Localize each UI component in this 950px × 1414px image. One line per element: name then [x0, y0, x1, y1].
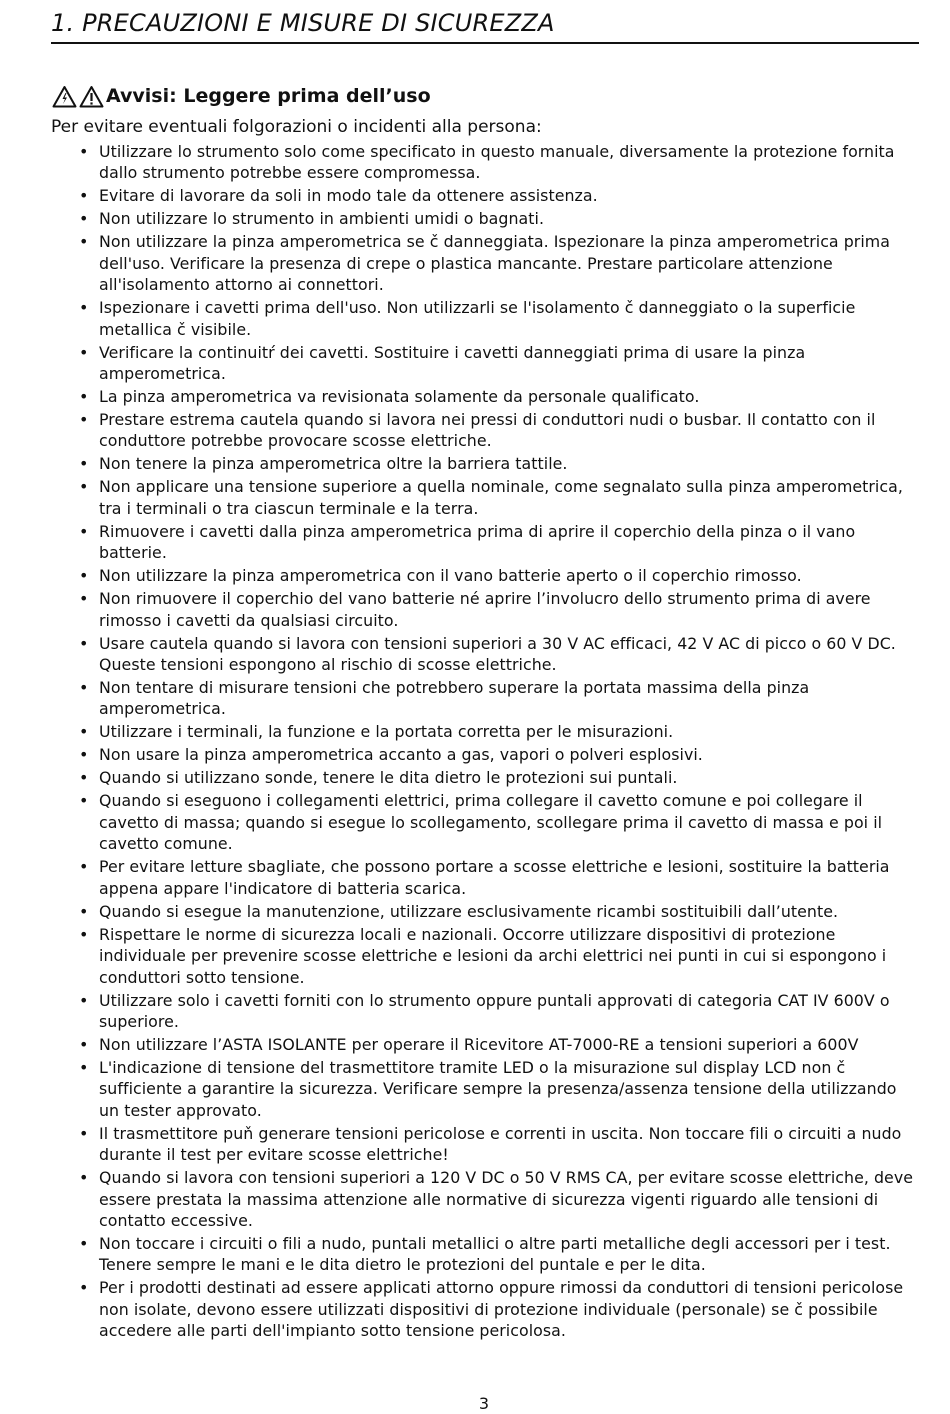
- list-item: • Ispezionare i cavetti prima dell'uso. Non utilizzarli se l'isolamento č danneggiato o la superficie metallica č visibile.: [51, 297, 919, 340]
- list-item: • Quando si esegue la manutenzione, utilizzare esclusivamente ricambi sostituibili dall’utente.: [51, 901, 919, 922]
- list-item: • Per i prodotti destinati ad essere applicati attorno oppure rimossi da conduttori di tensioni pericolose non isolate, devono essere utilizzati dispositivi di protezione individuale (personale) se č possibile accedere alle parti dell'impianto sotto tensione pericolosa.: [51, 1277, 919, 1341]
- list-item: • Utilizzare i terminali, la funzione e la portata corretta per le misurazioni.: [51, 721, 919, 742]
- intro-text: Per evitare eventuali folgorazioni o incidenti alla persona:: [51, 117, 542, 137]
- list-item: • Verificare la continuitŕ dei cavetti. Sostituire i cavetti danneggiati prima di usare la pinza amperometrica.: [51, 342, 919, 385]
- title-underline: [51, 42, 919, 44]
- list-item: • Usare cautela quando si lavora con tensioni superiori a 30 V AC efficaci, 42 V AC di picco o 60 V DC. Queste tensioni espongono al rischio di scosse elettriche.: [51, 633, 919, 676]
- list-item: • Non utilizzare l’ASTA ISOLANTE per operare il Ricevitore AT-7000-RE a tensioni superiori a 600V: [51, 1034, 919, 1055]
- warning-triangle-icon: [79, 85, 104, 108]
- list-item: • Quando si lavora con tensioni superiori a 120 V DC o 50 V RMS CA, per evitare scosse elettriche, deve essere prestata la massima attenzione alle normative di sicurezza vigenti riguardo alle tensioni di contatto eccessive.: [51, 1167, 919, 1231]
- list-item: • Rimuovere i cavetti dalla pinza amperometrica prima di aprire il coperchio della pinza o il vano batterie.: [51, 521, 919, 564]
- list-item: • Non tentare di misurare tensioni che potrebbero superare la portata massima della pinza amperometrica.: [51, 677, 919, 720]
- warning-heading: [52, 82, 431, 110]
- list-item: • Il trasmettitore puň generare tensioni pericolose e correnti in uscita. Non toccare fili o circuiti a nudo durante il test per evitare scosse elettriche!: [51, 1123, 919, 1166]
- list-item: • Quando si eseguono i collegamenti elettrici, prima collegare il cavetto comune e poi collegare il cavetto di massa; quando si esegue lo scollegamento, scollegare prima il cavetto di massa e poi il cavetto comune.: [51, 790, 919, 854]
- list-item: • Non utilizzare lo strumento in ambienti umidi o bagnati.: [51, 208, 919, 229]
- section-title: 1. PRECAUZIONI E MISURE DI SICUREZZA: [51, 9, 555, 37]
- list-item: • Non utilizzare la pinza amperometrica se č danneggiata. Ispezionare la pinza amperometrica prima dell'uso. Verificare la presenza di crepe o plastica mancante. Prestare particolare attenzione all'isolamento attorno ai connettori.: [51, 231, 919, 295]
- list-item: • Non toccare i circuiti o fili a nudo, puntali metallici o altre parti metalliche degli accessori per i test. Tenere sempre le mani e le dita dietro le protezioni del puntale e per le dita.: [51, 1233, 919, 1276]
- list-item: • Utilizzare solo i cavetti forniti con lo strumento oppure puntali approvati di categoria CAT IV 600V o superiore.: [51, 990, 919, 1033]
- safety-list: [51, 141, 919, 1343]
- list-item: • Non utilizzare la pinza amperometrica con il vano batterie aperto o il coperchio rimosso.: [51, 565, 919, 586]
- warning-heading-text: Avvisi: Leggere prima dell’uso: [106, 85, 431, 107]
- list-item: • Non usare la pinza amperometrica accanto a gas, vapori o polveri esplosivi.: [51, 744, 919, 765]
- list-item: • Prestare estrema cautela quando si lavora nei pressi di conduttori nudi o busbar. Il contatto con il conduttore potrebbe provocare scosse elettriche.: [51, 409, 919, 452]
- list-item: • Evitare di lavorare da soli in modo tale da ottenere assistenza.: [51, 185, 919, 206]
- warning-triangle-icon: [52, 85, 77, 108]
- list-item: • Non tenere la pinza amperometrica oltre la barriera tattile.: [51, 453, 919, 474]
- list-item: • Utilizzare lo strumento solo come specificato in questo manuale, diversamente la protezione fornita dallo strumento potrebbe essere compromessa.: [51, 141, 919, 184]
- list-item: • Non applicare una tensione superiore a quella nominale, come segnalato sulla pinza amperometrica, tra i terminali o tra ciascun terminale e la terra.: [51, 476, 919, 519]
- list-item: • Per evitare letture sbagliate, che possono portare a scosse elettriche e lesioni, sostituire la batteria appena appare l'indicatore di batteria scarica.: [51, 856, 919, 899]
- list-item: • Quando si utilizzano sonde, tenere le dita dietro le protezioni sui puntali.: [51, 767, 919, 788]
- list-item: • L'indicazione di tensione del trasmettitore tramite LED o la misurazione sul display LCD non č sufficiente a garantire la sicurezza. Verificare sempre la presenza/assenza tensione della utilizzando un tester approvato.: [51, 1057, 919, 1121]
- list-item: • Rispettare le norme di sicurezza locali e nazionali. Occorre utilizzare dispositivi di protezione individuale per prevenire scosse elettriche e lesioni da archi elettrici nei punti in cui si espongono i conduttori sotto tensione.: [51, 924, 919, 988]
- list-item: • La pinza amperometrica va revisionata solamente da personale qualificato.: [51, 386, 919, 407]
- list-item: • Non rimuovere il coperchio del vano batterie né aprire l’involucro dello strumento prima di avere rimosso i cavetti da qualsiasi circuito.: [51, 588, 919, 631]
- page-number: 3: [478, 1394, 490, 1413]
